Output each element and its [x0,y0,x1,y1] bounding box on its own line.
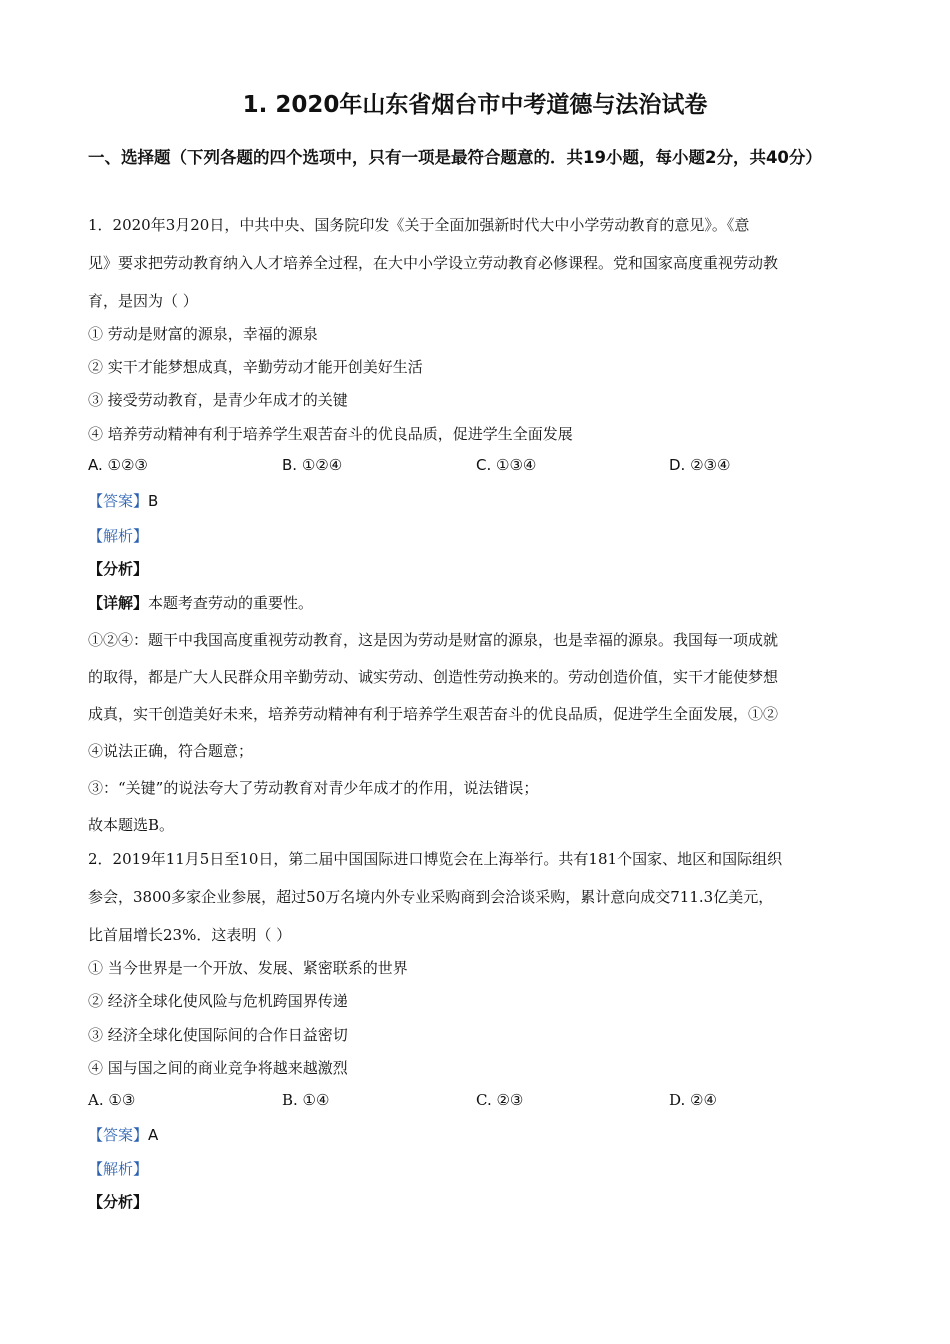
q1-option-d: D. ②③④ [669,456,731,474]
q1-analysis-line-3: 成真，实干创造美好未来，培养劳动精神有利于培养学生艰苦奋斗的优良品质，促进学生全面发展，①② [88,705,779,723]
q1-answer [88,490,158,511]
q1-answer-value: B [148,492,159,510]
q2-statement-4: ④ 国与国之间的商业竞争将越来越激烈 [88,1059,348,1077]
q1-analysis-line-1: ①②④：题干中我国高度重视劳动教育，这是因为劳动是财富的源泉，也是幸福的源泉。我国每一项成就 [88,631,779,649]
q1-statement-3: ③ 接受劳动教育，是青少年成才的关键 [88,391,348,409]
q1-analysis-line-6: 故本题选B。 [88,816,175,834]
q1-jiexi-label: 【解析】 [88,527,149,545]
q1-analysis-line-4: ④说法正确，符合题意； [88,742,254,760]
q2-jiexi-label: 【解析】 [88,1160,149,1178]
q1-analysis-line-5: ③：“关键”的说法夸大了劳动教育对青少年成才的作用，说法错误； [88,779,539,797]
q2-answer [88,1124,158,1145]
q2-option-d: D. ②④ [669,1091,717,1109]
q1-statement-1: ① 劳动是财富的源泉，幸福的源泉 [88,325,318,343]
q2-fenxi-label: 【分析】 [88,1193,149,1211]
q2-statement-3: ③ 经济全球化使国际间的合作日益密切 [88,1026,348,1044]
q1-option-a: A. ①②③ [88,456,148,474]
q1-statement-4: ④ 培养劳动精神有利于培养学生艰苦奋斗的优良品质，促进学生全面发展 [88,425,573,443]
document-title: 1. 2020年山东省烟台市中考道德与法治试卷 [242,92,708,118]
q1-statement-2: ② 实干才能梦想成真，辛勤劳动才能开创美好生活 [88,358,423,376]
q2-option-b: B. ①④ [282,1091,330,1109]
q2-option-a: A. ①③ [88,1091,136,1109]
q2-stem-line-2: 参会，3800多家企业参展，超过50万名境内外专业采购商到会洽谈采购，累计意向成交711.3亿美元， [88,888,774,906]
q2-stem-line-3: 比首届增长23%．这表明（ ） [88,926,292,944]
q1-option-b: B. ①②④ [282,456,343,474]
q1-stem-line-1: 1．2020年3月20日，中共中央、国务院印发《关于全面加强新时代大中小学劳动教育的意见》。《意 [88,216,750,234]
q2-answer-label: 【答案】 [88,1126,149,1144]
q2-statement-2: ② 经济全球化使风险与危机跨国界传递 [88,992,348,1010]
q2-answer-value: A [148,1126,159,1144]
q2-statement-1: ① 当今世界是一个开放、发展、紧密联系的世界 [88,959,408,977]
q2-stem-line-1: 2．2019年11月5日至10日，第二届中国国际进口博览会在上海举行。共有181个国家、地区和国际组织 [88,850,783,868]
q1-xiangjie-label: 【详解】 [88,594,149,612]
q1-answer-label: 【答案】 [88,492,149,510]
q1-fenxi-label: 【分析】 [88,560,149,578]
q1-stem-line-2: 见》要求把劳动教育纳入人才培养全过程，在大中小学设立劳动教育必修课程。党和国家高度重视劳动教 [88,254,779,272]
q1-analysis-line-2: 的取得，都是广大人民群众用辛勤劳动、诚实劳动、创造性劳动换来的。劳动创造价值，实干才能使梦想 [88,668,779,686]
section-heading: 一、选择题（下列各题的四个选项中，只有一项是最符合题意的．共19小题，每小题2分，共40分） [88,148,822,167]
q2-option-c: C. ②③ [476,1091,524,1109]
q1-option-c: C. ①③④ [476,456,537,474]
q1-xiangjie [88,592,313,613]
q1-stem-line-3: 育，是因为（ ） [88,292,198,310]
q1-xiangjie-text: 本题考查劳动的重要性。 [148,594,314,612]
